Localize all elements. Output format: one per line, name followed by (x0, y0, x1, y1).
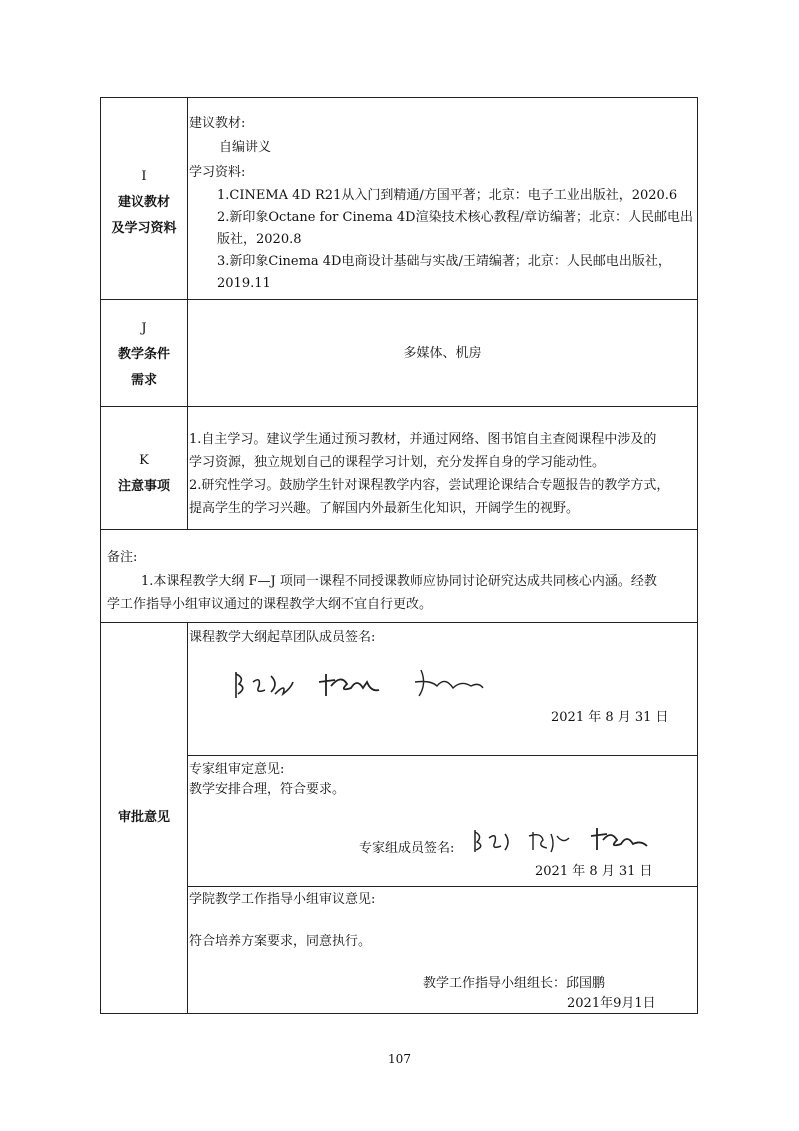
section-j-title-2: 需求 (130, 373, 157, 388)
expert-sign-label: 专家组成员签名: (359, 841, 455, 856)
remarks-line-1: 1.本课程教学大纲 F—J 项同一课程不同授课教师应协同讨论研究达成共同核心内涵。经教 (141, 574, 657, 589)
expert-opinion: 教学安排合理，符合要求。 (189, 782, 346, 797)
section-j-title-1: 教学条件 (117, 347, 170, 362)
college-heading: 学院教学工作指导小组审议意见: (189, 892, 376, 907)
section-k-label (101, 448, 187, 500)
section-i-title-1: 建议教材 (117, 195, 170, 210)
material-3: 3.新印象Cinema 4D电商设计基础与实战/王靖编著；北京：人民邮电出版社， (217, 254, 671, 269)
section-i-title-2: 及学习资料 (111, 221, 177, 236)
section-i-label (101, 164, 187, 242)
note-line-1: 1.自主学习。建议学生通过预习教材，并通过网络、图书馆自主查阅课程中涉及的 (189, 432, 657, 447)
material-2: 2.新印象Octane for Cinema 4D渲染技术核心教程/章访编著；北京：人民邮电出 (217, 210, 693, 225)
textbook-value: 自编讲义 (219, 140, 272, 155)
note-line-2: 学习资源，独立规划自己的课程学习计划，充分发挥自身的学习能动性。 (189, 455, 606, 470)
section-i-code: I (141, 169, 147, 184)
remarks-heading: 备注: (107, 550, 138, 565)
syllabus-table (100, 97, 698, 1014)
expert-date: 2021 年 8 月 31 日 (535, 864, 653, 879)
drafting-heading: 课程教学大纲起草团队成员签名: (189, 630, 376, 645)
row-divider (187, 886, 698, 887)
section-k-title: 注意事项 (117, 479, 170, 494)
row-divider (101, 622, 697, 623)
column-divider (187, 622, 188, 1014)
remarks-line-2: 学工作指导小组审议通过的课程教学大纲不宜自行更改。 (107, 597, 433, 612)
row-divider (101, 299, 697, 300)
drafting-signatures (231, 664, 491, 704)
college-leader: 教学工作指导小组组长：邱国鹏 (423, 976, 606, 991)
note-line-4: 提高学生的学习兴趣。了解国内外最新生化知识，开阔学生的视野。 (189, 501, 580, 516)
textbook-heading: 建议教材: (189, 116, 246, 131)
material-2-cont: 版社，2020.8 (217, 232, 302, 247)
material-1: 1.CINEMA 4D R21从入门到精通/方国平著；北京：电子工业出版社，2020.6 (217, 188, 678, 203)
materials-heading: 学习资料: (189, 165, 246, 180)
row-divider (101, 406, 697, 407)
expert-heading: 专家组审定意见: (189, 762, 285, 777)
column-divider (187, 98, 188, 529)
section-j-code: J (141, 321, 147, 336)
teaching-conditions: 多媒体、机房 (403, 346, 482, 361)
material-3-cont: 2019.11 (217, 276, 271, 291)
college-date: 2021年9月1日 (567, 996, 656, 1011)
section-j-label (101, 316, 187, 394)
row-divider (187, 755, 698, 756)
approval-label: 审批意见 (117, 810, 170, 825)
college-opinion: 符合培养方案要求，同意执行。 (189, 934, 372, 949)
row-divider (101, 529, 697, 530)
note-line-3: 2.研究性学习。鼓励学生针对课程教学内容，尝试理论课结合专题报告的教学方式， (189, 478, 670, 493)
section-k-code: K (139, 453, 149, 468)
drafting-date: 2021 年 8 月 31 日 (551, 710, 669, 725)
page-number: 107 (388, 1052, 411, 1066)
expert-signatures (471, 822, 671, 858)
